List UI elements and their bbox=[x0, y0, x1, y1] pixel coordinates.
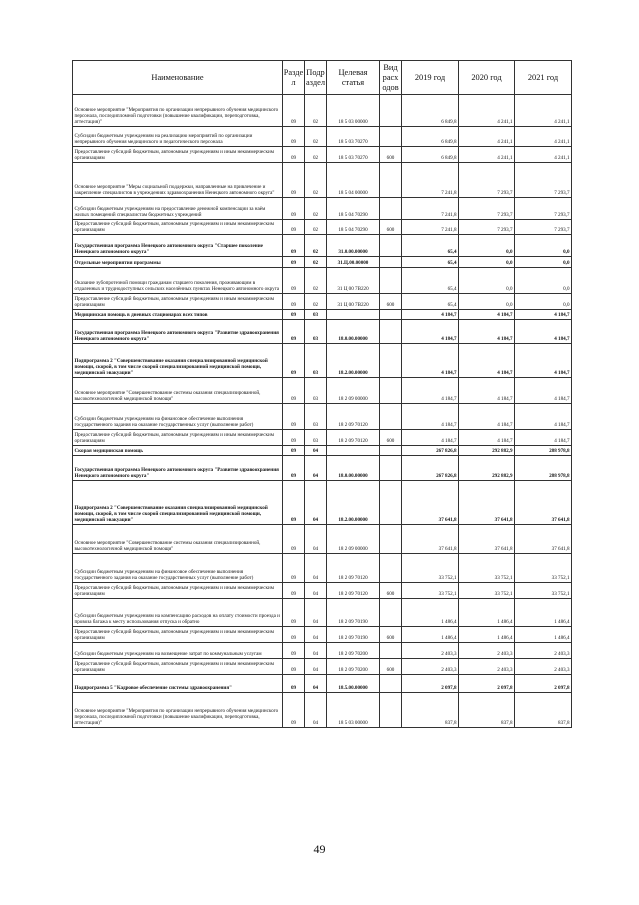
cell-expense-type bbox=[380, 693, 402, 728]
cell-2021: 7 293,7 bbox=[515, 198, 572, 220]
cell-2019: 4 184,7 bbox=[402, 378, 459, 404]
cell-2020: 292 882,9 bbox=[459, 456, 515, 481]
cell-name: Предоставление субсидий бюджетным, автономным учреждениям и иным некоммерческим организациям bbox=[73, 627, 283, 643]
cell-2020: 7 293,7 bbox=[459, 163, 515, 198]
cell-expense-type: 600 bbox=[380, 430, 402, 446]
cell-target: 18.2.00.00000 bbox=[327, 481, 380, 525]
cell-2019: 37 641,8 bbox=[402, 481, 459, 525]
cell-section: 09 bbox=[283, 404, 305, 430]
cell-2021: 288 978,8 bbox=[515, 446, 572, 456]
cell-expense-type bbox=[380, 163, 402, 198]
cell-section: 09 bbox=[283, 627, 305, 643]
cell-2019: 4 184,7 bbox=[402, 310, 459, 320]
cell-expense-type bbox=[380, 257, 402, 268]
cell-2020: 292 882,9 bbox=[459, 446, 515, 456]
cell-2019: 267 826,8 bbox=[402, 446, 459, 456]
cell-expense-type bbox=[380, 599, 402, 627]
cell-name: Субсидии бюджетным учреждениям на финансовое обеспечение выполнения государственного задания на оказание государственных услуг (выполнение работ) bbox=[73, 404, 283, 430]
cell-expense-type bbox=[380, 95, 402, 127]
cell-target: 18 2 09 70120 bbox=[327, 404, 380, 430]
cell-subsection: 04 bbox=[305, 643, 327, 659]
cell-2021: 37 641,8 bbox=[515, 481, 572, 525]
cell-expense-type bbox=[380, 127, 402, 147]
cell-expense-type bbox=[380, 675, 402, 693]
cell-subsection: 04 bbox=[305, 446, 327, 456]
cell-name: Субсидии бюджетным учреждениям на финансовое обеспечение выполнения государственного задания на оказание государственных услуг (выполнение работ) bbox=[73, 554, 283, 583]
cell-section: 09 bbox=[283, 599, 305, 627]
header-target: Целевая статья bbox=[327, 61, 380, 95]
cell-2019: 6 849,8 bbox=[402, 127, 459, 147]
cell-2019: 2 403,3 bbox=[402, 643, 459, 659]
cell-subsection: 03 bbox=[305, 310, 327, 320]
cell-target: 18 5 03 00000 bbox=[327, 693, 380, 728]
cell-2021: 4 184,7 bbox=[515, 430, 572, 446]
table-header-row bbox=[73, 61, 572, 95]
cell-name: Подпрограмма 5 "Кадровое обеспечение системы здравоохранения" bbox=[73, 675, 283, 693]
cell-name: Субсидии бюджетным учреждениям на возмещение затрат по коммунальным услугам bbox=[73, 643, 283, 659]
table-row bbox=[73, 627, 572, 643]
table-row bbox=[73, 675, 572, 693]
cell-subsection: 03 bbox=[305, 378, 327, 404]
cell-name: Оказание зубопротезной помощи гражданам старшего поколения, проживающим в отдаленных и труднодоступных сельских населённых пунктах Ненецкого автономного округа bbox=[73, 268, 283, 294]
table-body bbox=[73, 95, 572, 728]
table-row bbox=[73, 378, 572, 404]
cell-2019: 33 752,1 bbox=[402, 554, 459, 583]
cell-section: 09 bbox=[283, 378, 305, 404]
cell-2020: 1 486,4 bbox=[459, 627, 515, 643]
cell-target: 18 2 09 00000 bbox=[327, 525, 380, 554]
cell-subsection: 04 bbox=[305, 627, 327, 643]
cell-2019: 1 486,4 bbox=[402, 627, 459, 643]
cell-2020: 33 752,1 bbox=[459, 554, 515, 583]
cell-2019: 65,4 bbox=[402, 268, 459, 294]
cell-name: Субсидии бюджетным учреждениям на предоставление денежной компенсации за наём жилых помещений специалистам бюджетных учреждений bbox=[73, 198, 283, 220]
cell-2019: 7 241,8 bbox=[402, 163, 459, 198]
table-row bbox=[73, 320, 572, 344]
cell-name: Государственная программа Ненецкого автономного округа "Развитие здравоохранения Ненецкого автономного округа" bbox=[73, 456, 283, 481]
table-row bbox=[73, 446, 572, 456]
cell-target: 18.2.00.00000 bbox=[327, 344, 380, 378]
cell-section: 09 bbox=[283, 344, 305, 378]
cell-expense-type bbox=[380, 525, 402, 554]
header-2019: 2019 год bbox=[402, 61, 459, 95]
table-row bbox=[73, 310, 572, 320]
cell-2019: 7 241,8 bbox=[402, 198, 459, 220]
cell-subsection: 02 bbox=[305, 163, 327, 198]
cell-subsection: 02 bbox=[305, 294, 327, 310]
cell-name: Предоставление субсидий бюджетным, автономным учреждениям и иным некоммерческим организациям bbox=[73, 294, 283, 310]
cell-2021: 4 184,7 bbox=[515, 310, 572, 320]
cell-target: 18 2 09 70190 bbox=[327, 599, 380, 627]
cell-2021: 1 486,4 bbox=[515, 599, 572, 627]
cell-section: 09 bbox=[283, 481, 305, 525]
cell-2021: 837,8 bbox=[515, 693, 572, 728]
cell-subsection: 03 bbox=[305, 430, 327, 446]
table-row bbox=[73, 693, 572, 728]
cell-2021: 2 403,3 bbox=[515, 659, 572, 675]
cell-expense-type bbox=[380, 320, 402, 344]
cell-target: 18 5 03 70270 bbox=[327, 147, 380, 163]
cell-subsection: 04 bbox=[305, 675, 327, 693]
cell-2021: 0,0 bbox=[515, 235, 572, 257]
cell-2021: 0,0 bbox=[515, 257, 572, 268]
cell-subsection: 02 bbox=[305, 127, 327, 147]
cell-name: Предоставление субсидий бюджетным, автономным учреждениям и иным некоммерческим организациям bbox=[73, 583, 283, 599]
table-row bbox=[73, 198, 572, 220]
cell-target: 18 5 04 70290 bbox=[327, 198, 380, 220]
cell-subsection: 04 bbox=[305, 525, 327, 554]
cell-target bbox=[327, 446, 380, 456]
cell-2021: 4 241,1 bbox=[515, 95, 572, 127]
cell-2020: 2 403,3 bbox=[459, 659, 515, 675]
cell-expense-type bbox=[380, 344, 402, 378]
cell-2020: 0,0 bbox=[459, 294, 515, 310]
table-row bbox=[73, 430, 572, 446]
cell-2020: 0,0 bbox=[459, 268, 515, 294]
cell-2020: 4 184,7 bbox=[459, 404, 515, 430]
cell-2021: 7 293,7 bbox=[515, 163, 572, 198]
table-row bbox=[73, 220, 572, 235]
cell-2021: 37 641,8 bbox=[515, 525, 572, 554]
cell-name: Основное мероприятие "Совершенствование системы оказания специализированной, высокотехнологичной медицинской помощи" bbox=[73, 378, 283, 404]
table-row bbox=[73, 404, 572, 430]
cell-section: 09 bbox=[283, 659, 305, 675]
cell-name: Медицинская помощь в дневных стационарах всех типов bbox=[73, 310, 283, 320]
cell-section: 09 bbox=[283, 583, 305, 599]
cell-2020: 4 241,1 bbox=[459, 95, 515, 127]
page-number: 49 bbox=[313, 842, 326, 856]
table-row bbox=[73, 268, 572, 294]
cell-subsection: 03 bbox=[305, 404, 327, 430]
cell-2021: 288 978,8 bbox=[515, 456, 572, 481]
cell-expense-type bbox=[380, 268, 402, 294]
table-row bbox=[73, 127, 572, 147]
budget-table-container bbox=[72, 60, 571, 728]
cell-subsection: 02 bbox=[305, 198, 327, 220]
table-row bbox=[73, 481, 572, 525]
cell-target: 18.0.00.00000 bbox=[327, 320, 380, 344]
cell-expense-type bbox=[380, 446, 402, 456]
cell-name: Субсидии бюджетным учреждениям на реализацию мероприятий по организации непрерывного обучения медицинского и педагогического персонала bbox=[73, 127, 283, 147]
header-section: Разде л bbox=[283, 61, 305, 95]
budget-table bbox=[72, 60, 572, 728]
cell-name: Предоставление субсидий бюджетным, автономным учреждениям и иным некоммерческим организациям bbox=[73, 430, 283, 446]
cell-target: 31.Ц.00.00000 bbox=[327, 257, 380, 268]
table-row bbox=[73, 95, 572, 127]
cell-subsection: 03 bbox=[305, 344, 327, 378]
cell-target bbox=[327, 310, 380, 320]
table-row bbox=[73, 456, 572, 481]
cell-name: Субсидии бюджетным учреждениям на компенсацию расходов на оплату стоимости проезда и провоза багажа к месту использования отпуска и обратно bbox=[73, 599, 283, 627]
cell-2019: 7 241,8 bbox=[402, 220, 459, 235]
cell-subsection: 04 bbox=[305, 599, 327, 627]
cell-2019: 4 184,7 bbox=[402, 430, 459, 446]
table-row bbox=[73, 599, 572, 627]
cell-2020: 4 184,7 bbox=[459, 310, 515, 320]
cell-expense-type bbox=[380, 198, 402, 220]
cell-target: 18 2 09 70120 bbox=[327, 583, 380, 599]
cell-2020: 0,0 bbox=[459, 235, 515, 257]
cell-name: Предоставление субсидий бюджетным, автономным учреждениям и иным некоммерческим организациям bbox=[73, 147, 283, 163]
cell-section: 09 bbox=[283, 310, 305, 320]
cell-expense-type bbox=[380, 378, 402, 404]
cell-2019: 65,4 bbox=[402, 257, 459, 268]
cell-subsection: 02 bbox=[305, 268, 327, 294]
cell-subsection: 02 bbox=[305, 147, 327, 163]
cell-expense-type bbox=[380, 310, 402, 320]
cell-section: 09 bbox=[283, 257, 305, 268]
table-row bbox=[73, 344, 572, 378]
cell-2019: 267 826,8 bbox=[402, 456, 459, 481]
cell-2021: 4 184,7 bbox=[515, 404, 572, 430]
cell-2019: 4 184,7 bbox=[402, 320, 459, 344]
cell-subsection: 04 bbox=[305, 481, 327, 525]
cell-2020: 4 184,7 bbox=[459, 344, 515, 378]
cell-target: 18 5 04 00000 bbox=[327, 163, 380, 198]
cell-subsection: 04 bbox=[305, 693, 327, 728]
cell-target: 18.0.00.00000 bbox=[327, 456, 380, 481]
cell-2021: 33 752,1 bbox=[515, 554, 572, 583]
cell-expense-type: 600 bbox=[380, 659, 402, 675]
cell-section: 09 bbox=[283, 693, 305, 728]
cell-name: Скорая медицинская помощь bbox=[73, 446, 283, 456]
cell-expense-type: 600 bbox=[380, 294, 402, 310]
cell-2020: 37 641,8 bbox=[459, 481, 515, 525]
cell-2020: 7 293,7 bbox=[459, 220, 515, 235]
cell-expense-type bbox=[380, 554, 402, 583]
cell-expense-type bbox=[380, 481, 402, 525]
cell-2020: 0,0 bbox=[459, 257, 515, 268]
cell-target: 31 Ц 00 7В220 bbox=[327, 268, 380, 294]
cell-section: 09 bbox=[283, 127, 305, 147]
cell-2020: 7 293,7 bbox=[459, 198, 515, 220]
cell-section: 09 bbox=[283, 525, 305, 554]
cell-section: 09 bbox=[283, 147, 305, 163]
cell-name: Предоставление субсидий бюджетным, автономным учреждениям и иным некоммерческим организациям bbox=[73, 659, 283, 675]
cell-2021: 4 184,7 bbox=[515, 320, 572, 344]
cell-name: Основное мероприятие "Мероприятия по организации непрерывного обучения медицинского персонала, последипломной подготовки (повышение квалификации, переподготовка, аттестация)" bbox=[73, 95, 283, 127]
cell-2019: 837,8 bbox=[402, 693, 459, 728]
cell-2019: 65,4 bbox=[402, 294, 459, 310]
cell-target: 18 2 09 70120 bbox=[327, 430, 380, 446]
cell-name: Государственная программа Ненецкого автономного округа "Старшее поколение Ненецкого автономного округа" bbox=[73, 235, 283, 257]
cell-2020: 37 641,8 bbox=[459, 525, 515, 554]
cell-expense-type: 600 bbox=[380, 583, 402, 599]
cell-target: 18 2 09 70200 bbox=[327, 659, 380, 675]
cell-2020: 4 184,7 bbox=[459, 430, 515, 446]
cell-name: Подпрограмма 2 "Совершенствование оказания специализированной медицинской помощи, скорой, в том числе скорой специализированной медицинской помощи, медицинской эвакуации" bbox=[73, 344, 283, 378]
cell-target: 18 2 09 70120 bbox=[327, 554, 380, 583]
cell-subsection: 02 bbox=[305, 257, 327, 268]
header-subsection: Подр аздел bbox=[305, 61, 327, 95]
cell-section: 09 bbox=[283, 268, 305, 294]
cell-name: Подпрограмма 2 "Совершенствование оказания специализированной медицинской помощи, скорой, в том числе скорой специализированной медицинской помощи, медицинской эвакуации" bbox=[73, 481, 283, 525]
cell-2020: 4 184,7 bbox=[459, 320, 515, 344]
cell-name: Основное мероприятие "Совершенствование системы оказания специализированной, высокотехнологичной медицинской помощи" bbox=[73, 525, 283, 554]
header-2021: 2021 год bbox=[515, 61, 572, 95]
cell-expense-type: 600 bbox=[380, 220, 402, 235]
header-expense-type: Вид расх одов bbox=[380, 61, 402, 95]
cell-2019: 33 752,1 bbox=[402, 583, 459, 599]
cell-2019: 2 403,3 bbox=[402, 659, 459, 675]
cell-target: 18 5 04 70290 bbox=[327, 220, 380, 235]
cell-section: 09 bbox=[283, 456, 305, 481]
cell-expense-type bbox=[380, 643, 402, 659]
cell-target: 18 5 03 00000 bbox=[327, 95, 380, 127]
cell-section: 09 bbox=[283, 95, 305, 127]
cell-2021: 0,0 bbox=[515, 294, 572, 310]
cell-2021: 4 184,7 bbox=[515, 378, 572, 404]
cell-2021: 2 403,3 bbox=[515, 643, 572, 659]
cell-2020: 837,8 bbox=[459, 693, 515, 728]
table-row bbox=[73, 659, 572, 675]
cell-2020: 2 403,3 bbox=[459, 643, 515, 659]
cell-2019: 2 097,8 bbox=[402, 675, 459, 693]
cell-name: Отдельные мероприятия программы bbox=[73, 257, 283, 268]
cell-name: Предоставление субсидий бюджетным, автономным учреждениям и иным некоммерческим организациям bbox=[73, 220, 283, 235]
cell-section: 09 bbox=[283, 320, 305, 344]
table-row bbox=[73, 147, 572, 163]
cell-2020: 2 097,8 bbox=[459, 675, 515, 693]
cell-2021: 4 241,1 bbox=[515, 127, 572, 147]
cell-expense-type: 600 bbox=[380, 627, 402, 643]
cell-target: 18 2 09 00000 bbox=[327, 378, 380, 404]
cell-expense-type bbox=[380, 456, 402, 481]
cell-subsection: 02 bbox=[305, 220, 327, 235]
cell-2019: 65,4 bbox=[402, 235, 459, 257]
cell-target: 18 2 09 70200 bbox=[327, 643, 380, 659]
cell-2019: 37 641,8 bbox=[402, 525, 459, 554]
cell-2019: 6 849,8 bbox=[402, 95, 459, 127]
cell-target: 18 5 03 70270 bbox=[327, 127, 380, 147]
cell-2019: 6 849,8 bbox=[402, 147, 459, 163]
cell-expense-type: 600 bbox=[380, 147, 402, 163]
cell-target: 18 2 09 70190 bbox=[327, 627, 380, 643]
table-row bbox=[73, 583, 572, 599]
cell-2021: 4 184,7 bbox=[515, 344, 572, 378]
cell-2021: 1 486,4 bbox=[515, 627, 572, 643]
cell-2019: 1 486,4 bbox=[402, 599, 459, 627]
cell-subsection: 04 bbox=[305, 659, 327, 675]
cell-2019: 4 184,7 bbox=[402, 404, 459, 430]
table-row bbox=[73, 257, 572, 268]
cell-subsection: 04 bbox=[305, 583, 327, 599]
cell-expense-type bbox=[380, 404, 402, 430]
cell-2021: 7 293,7 bbox=[515, 220, 572, 235]
cell-section: 09 bbox=[283, 554, 305, 583]
cell-section: 09 bbox=[283, 294, 305, 310]
table-row bbox=[73, 554, 572, 583]
table-row bbox=[73, 525, 572, 554]
cell-target: 31 Ц 00 7В220 bbox=[327, 294, 380, 310]
cell-section: 09 bbox=[283, 675, 305, 693]
cell-section: 09 bbox=[283, 430, 305, 446]
cell-section: 09 bbox=[283, 163, 305, 198]
header-2020: 2020 год bbox=[459, 61, 515, 95]
cell-section: 09 bbox=[283, 643, 305, 659]
cell-2021: 0,0 bbox=[515, 268, 572, 294]
cell-subsection: 02 bbox=[305, 235, 327, 257]
table-row bbox=[73, 235, 572, 257]
cell-section: 09 bbox=[283, 235, 305, 257]
cell-subsection: 04 bbox=[305, 554, 327, 583]
cell-name: Государственная программа Ненецкого автономного округа "Развитие здравоохранения Ненецкого автономного округа" bbox=[73, 320, 283, 344]
cell-subsection: 03 bbox=[305, 320, 327, 344]
cell-2020: 1 486,4 bbox=[459, 599, 515, 627]
cell-name: Основное мероприятие "Меры социальной поддержки, направленные на привлечение и закрепление специалистов в учреждениях здравоохранения Ненецкого автономного округа" bbox=[73, 163, 283, 198]
cell-subsection: 02 bbox=[305, 95, 327, 127]
cell-target: 31.0.00.00000 bbox=[327, 235, 380, 257]
cell-2020: 4 184,7 bbox=[459, 378, 515, 404]
cell-section: 09 bbox=[283, 220, 305, 235]
cell-section: 09 bbox=[283, 198, 305, 220]
cell-2020: 4 241,1 bbox=[459, 127, 515, 147]
cell-target: 18.5.00.00000 bbox=[327, 675, 380, 693]
cell-2019: 4 184,7 bbox=[402, 344, 459, 378]
header-name: Наименование bbox=[73, 61, 283, 95]
cell-2021: 2 097,8 bbox=[515, 675, 572, 693]
table-row bbox=[73, 643, 572, 659]
cell-2021: 4 241,1 bbox=[515, 147, 572, 163]
cell-section: 09 bbox=[283, 446, 305, 456]
cell-2021: 33 752,1 bbox=[515, 583, 572, 599]
cell-2020: 33 752,1 bbox=[459, 583, 515, 599]
table-row bbox=[73, 294, 572, 310]
table-row bbox=[73, 163, 572, 198]
cell-name: Основное мероприятие "Мероприятия по организации непрерывного обучения медицинского персонала, последипломной подготовки (повышение квалификации, переподготовка, аттестация)" bbox=[73, 693, 283, 728]
cell-subsection: 04 bbox=[305, 456, 327, 481]
cell-2020: 4 241,1 bbox=[459, 147, 515, 163]
cell-expense-type bbox=[380, 235, 402, 257]
